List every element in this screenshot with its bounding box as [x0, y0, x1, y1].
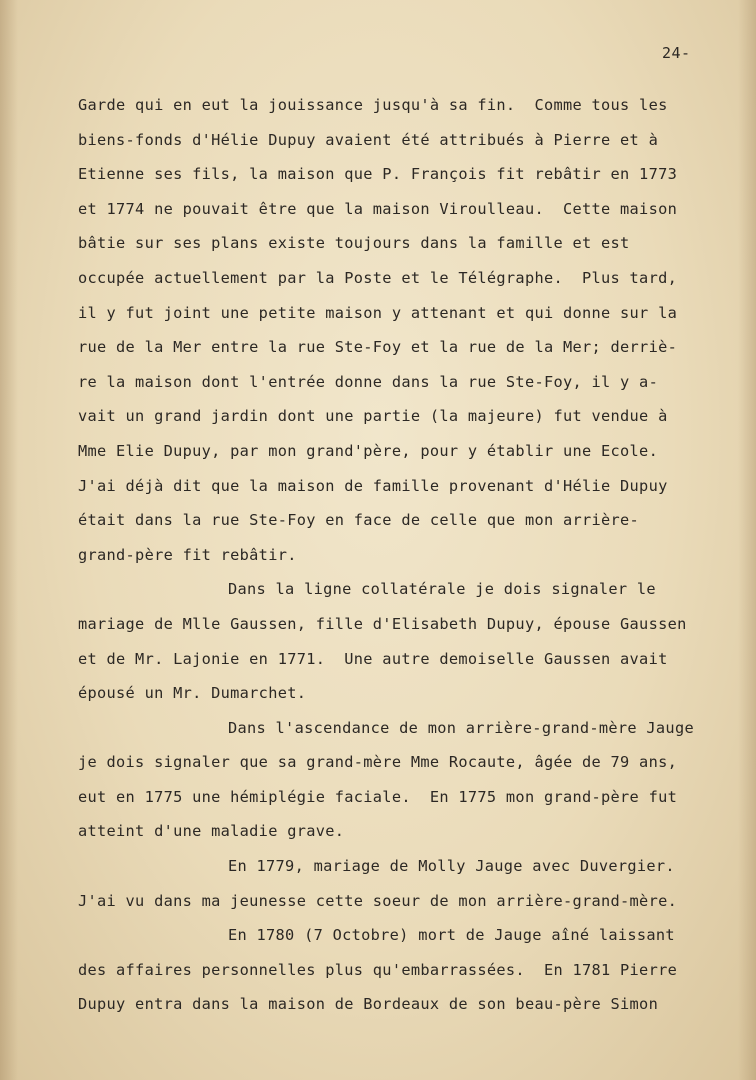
- paragraph-start-line: En 1780 (7 Octobre) mort de Jauge aîné laissant: [228, 926, 675, 945]
- text-line: grand-père fit rebâtir.: [78, 545, 297, 564]
- paragraph-start-line: Dans la ligne collatérale je dois signaler le: [228, 580, 656, 599]
- text-line: et de Mr. Lajonie en 1771. Une autre demoiselle Gaussen avait: [78, 649, 668, 668]
- text-line: atteint d'une maladie grave.: [78, 822, 345, 841]
- text-line: J'ai vu dans ma jeunesse cette soeur de mon arrière-grand-mère.: [78, 891, 678, 910]
- text-line: Dupuy entra dans la maison de Bordeaux de son beau-père Simon: [78, 995, 659, 1014]
- text-line: était dans la rue Ste-Foy en face de celle que mon arrière-: [78, 511, 640, 530]
- text-line: occupée actuellement par la Poste et le Télégraphe. Plus tard,: [78, 268, 678, 287]
- text-line: vait un grand jardin dont une partie (la majeure) fut vendue à: [78, 407, 668, 426]
- text-line: mariage de Mlle Gaussen, fille d'Elisabeth Dupuy, épouse Gaussen: [78, 614, 687, 633]
- text-line: Garde qui en eut la jouissance jusqu'à sa fin. Comme tous les: [78, 96, 668, 114]
- text-line: rue de la Mer entre la rue Ste-Foy et la rue de la Mer; derriè-: [78, 338, 678, 357]
- text-line: J'ai déjà dit que la maison de famille provenant d'Hélie Dupuy: [78, 476, 668, 495]
- text-line: épousé un Mr. Dumarchet.: [78, 684, 307, 703]
- text-line: il y fut joint une petite maison y attenant et qui donne sur la: [78, 303, 678, 322]
- page-edge-shadow-right: [738, 0, 756, 1080]
- text-line: biens-fonds d'Hélie Dupuy avaient été attribués à Pierre et à: [78, 130, 659, 149]
- body-text: [78, 88, 718, 1022]
- text-line: des affaires personnelles plus qu'embarrassées. En 1781 Pierre: [78, 960, 678, 979]
- text-line: re la maison dont l'entrée donne dans la rue Ste-Foy, il y a-: [78, 372, 659, 391]
- page-edge-shadow-left: [0, 0, 18, 1080]
- paragraph-start-line: Dans l'ascendance de mon arrière-grand-mère Jauge: [228, 718, 694, 737]
- text-line: je dois signaler que sa grand-mère Mme Rocaute, âgée de 79 ans,: [78, 753, 678, 772]
- text-line: Mme Elie Dupuy, par mon grand'père, pour y établir une Ecole.: [78, 441, 659, 460]
- text-line: et 1774 ne pouvait être que la maison Viroulleau. Cette maison: [78, 199, 678, 218]
- text-line: bâtie sur ses plans existe toujours dans la famille et est: [78, 234, 630, 253]
- text-line: eut en 1775 une hémiplégie faciale. En 1775 mon grand-père fut: [78, 787, 678, 806]
- paragraph-start-line: En 1779, mariage de Molly Jauge avec Duvergier.: [228, 857, 675, 876]
- page-number: 24-: [662, 44, 691, 62]
- text-line: Etienne ses fils, la maison que P. François fit rebâtir en 1773: [78, 165, 678, 184]
